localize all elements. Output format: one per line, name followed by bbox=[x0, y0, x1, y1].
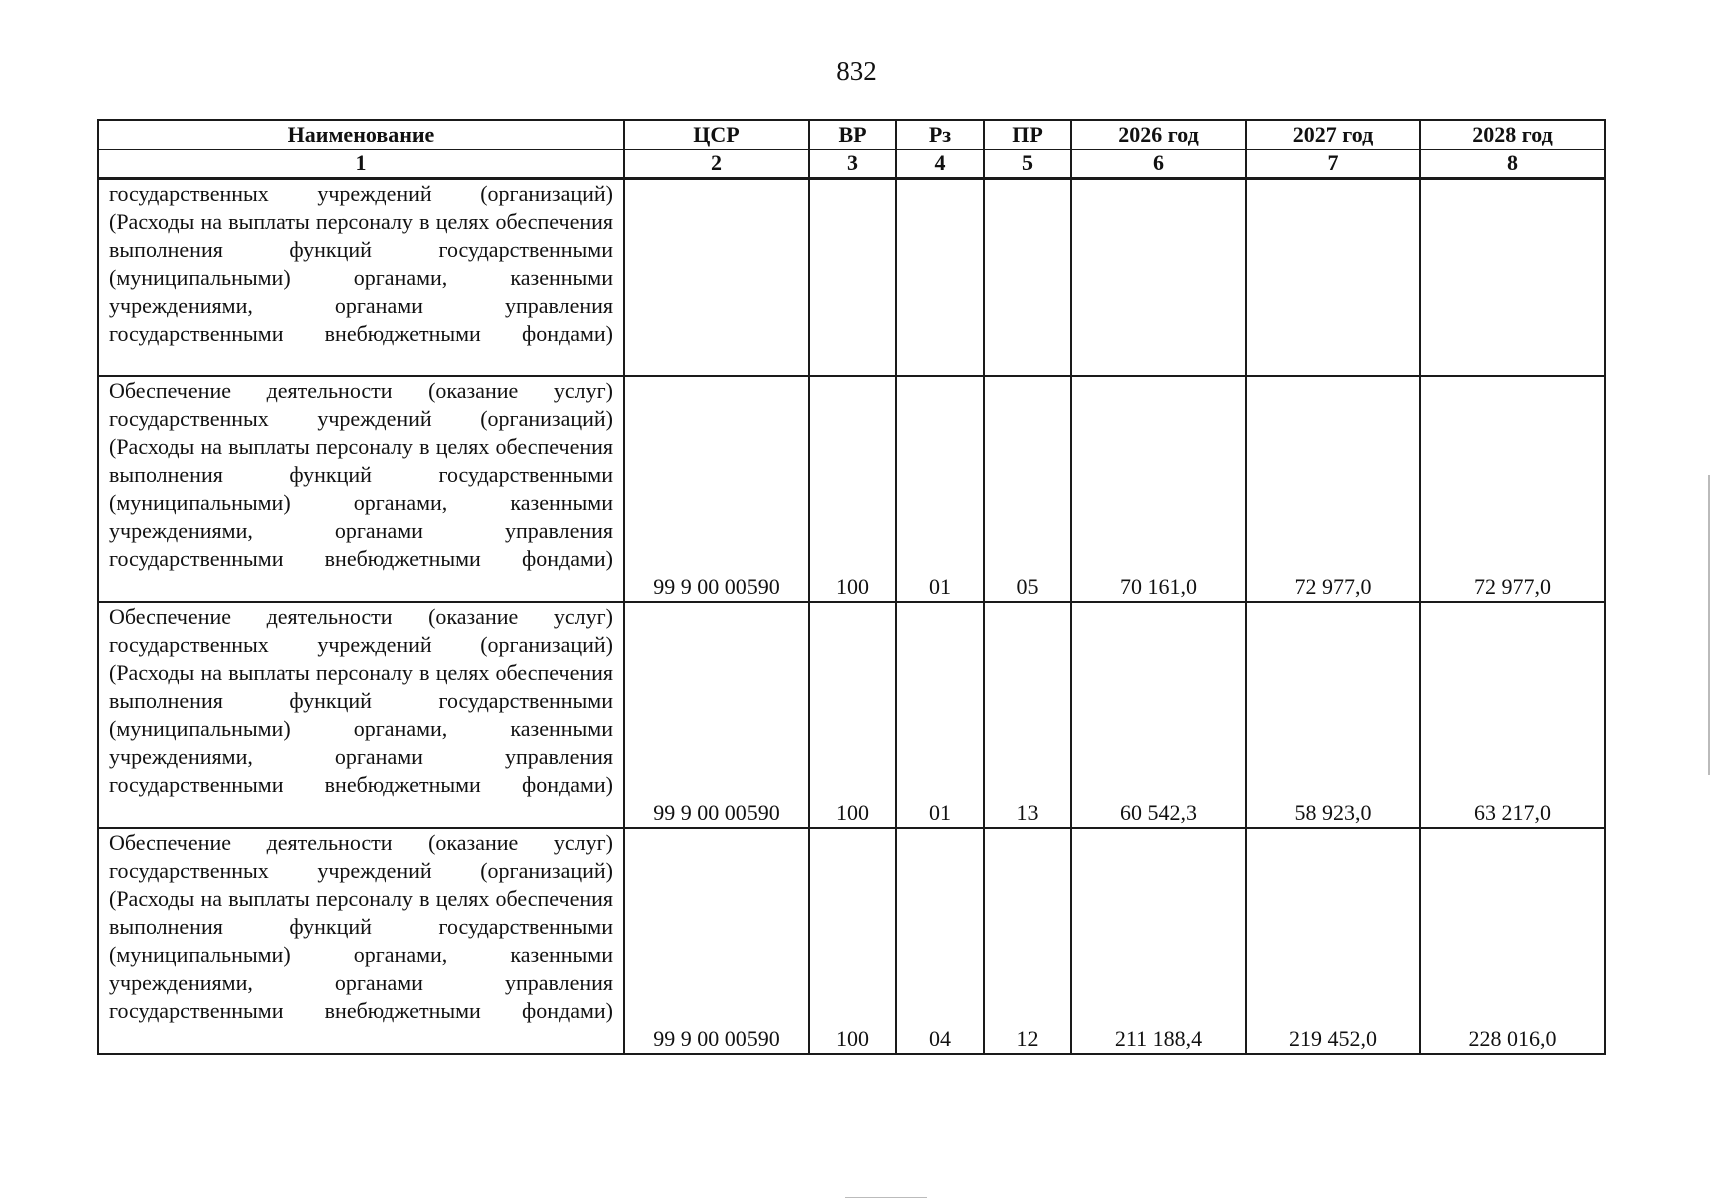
row-csr-cell: 99 9 00 00590 bbox=[624, 376, 809, 602]
column-number-row bbox=[98, 149, 1605, 178]
column-header-rz: Рз bbox=[896, 120, 984, 149]
row-2026-cell: 60 542,3 bbox=[1071, 602, 1246, 828]
column-number: 1 bbox=[98, 149, 624, 178]
row-csr-cell: 99 9 00 00590 bbox=[624, 602, 809, 828]
row-2028-cell: 228 016,0 bbox=[1420, 828, 1605, 1054]
row-2026-cell: 70 161,0 bbox=[1071, 376, 1246, 602]
table-header-row bbox=[98, 120, 1605, 149]
table-row bbox=[98, 602, 1605, 828]
row-2027-cell: 72 977,0 bbox=[1246, 376, 1420, 602]
row-2027-cell: 219 452,0 bbox=[1246, 828, 1420, 1054]
row-2026-cell: 211 188,4 bbox=[1071, 828, 1246, 1054]
table-row bbox=[98, 178, 1605, 376]
column-header-pr: ПР bbox=[984, 120, 1071, 149]
column-number: 8 bbox=[1420, 149, 1605, 178]
row-name-cell: Обеспечение деятельности (оказание услуг) государственных учреждений (организаций) (Расходы на выплаты персоналу в целях обеспечения выполнения функций государственными (муниципальными) органами, казенными учреждениями, органами управления государственными внебюджетными фондами) bbox=[98, 828, 624, 1054]
row-2027-cell bbox=[1246, 178, 1420, 376]
row-csr-cell: 99 9 00 00590 bbox=[624, 828, 809, 1054]
column-number: 6 bbox=[1071, 149, 1246, 178]
row-2027-cell: 58 923,0 bbox=[1246, 602, 1420, 828]
column-number: 7 bbox=[1246, 149, 1420, 178]
scan-artifact bbox=[1708, 475, 1710, 775]
budget-table bbox=[97, 119, 1606, 1055]
column-header-name: Наименование bbox=[98, 120, 624, 149]
row-pr-cell: 12 bbox=[984, 828, 1071, 1054]
scan-artifact bbox=[845, 1197, 927, 1198]
column-number: 5 bbox=[984, 149, 1071, 178]
row-2028-cell: 63 217,0 bbox=[1420, 602, 1605, 828]
row-vr-cell: 100 bbox=[809, 376, 896, 602]
column-header-csr: ЦСР bbox=[624, 120, 809, 149]
row-vr-cell: 100 bbox=[809, 602, 896, 828]
row-pr-cell: 05 bbox=[984, 376, 1071, 602]
column-number: 4 bbox=[896, 149, 984, 178]
table-row bbox=[98, 376, 1605, 602]
row-2028-cell: 72 977,0 bbox=[1420, 376, 1605, 602]
row-rz-cell: 04 bbox=[896, 828, 984, 1054]
table-row bbox=[98, 828, 1605, 1054]
column-header-2027: 2027 год bbox=[1246, 120, 1420, 149]
page-number: 832 bbox=[836, 56, 877, 86]
row-name-cell: государственных учреждений (организаций) (Расходы на выплаты персоналу в целях обеспечения выполнения функций государственными (муниципальными) органами, казенными учреждениями, органами управления государственными внебюджетными фондами) bbox=[98, 178, 624, 376]
row-csr-cell bbox=[624, 178, 809, 376]
row-name-cell: Обеспечение деятельности (оказание услуг) государственных учреждений (организаций) (Расходы на выплаты персоналу в целях обеспечения выполнения функций государственными (муниципальными) органами, казенными учреждениями, органами управления государственными внебюджетными фондами) bbox=[98, 602, 624, 828]
row-2026-cell bbox=[1071, 178, 1246, 376]
row-pr-cell bbox=[984, 178, 1071, 376]
column-number: 3 bbox=[809, 149, 896, 178]
row-vr-cell bbox=[809, 178, 896, 376]
row-pr-cell: 13 bbox=[984, 602, 1071, 828]
column-header-2028: 2028 год bbox=[1420, 120, 1605, 149]
row-name-cell: Обеспечение деятельности (оказание услуг) государственных учреждений (организаций) (Расходы на выплаты персоналу в целях обеспечения выполнения функций государственными (муниципальными) органами, казенными учреждениями, органами управления государственными внебюджетными фондами) bbox=[98, 376, 624, 602]
column-number: 2 bbox=[624, 149, 809, 178]
column-header-2026: 2026 год bbox=[1071, 120, 1246, 149]
row-2028-cell bbox=[1420, 178, 1605, 376]
row-vr-cell: 100 bbox=[809, 828, 896, 1054]
column-header-vr: ВР bbox=[809, 120, 896, 149]
row-rz-cell bbox=[896, 178, 984, 376]
row-rz-cell: 01 bbox=[896, 376, 984, 602]
row-rz-cell: 01 bbox=[896, 602, 984, 828]
